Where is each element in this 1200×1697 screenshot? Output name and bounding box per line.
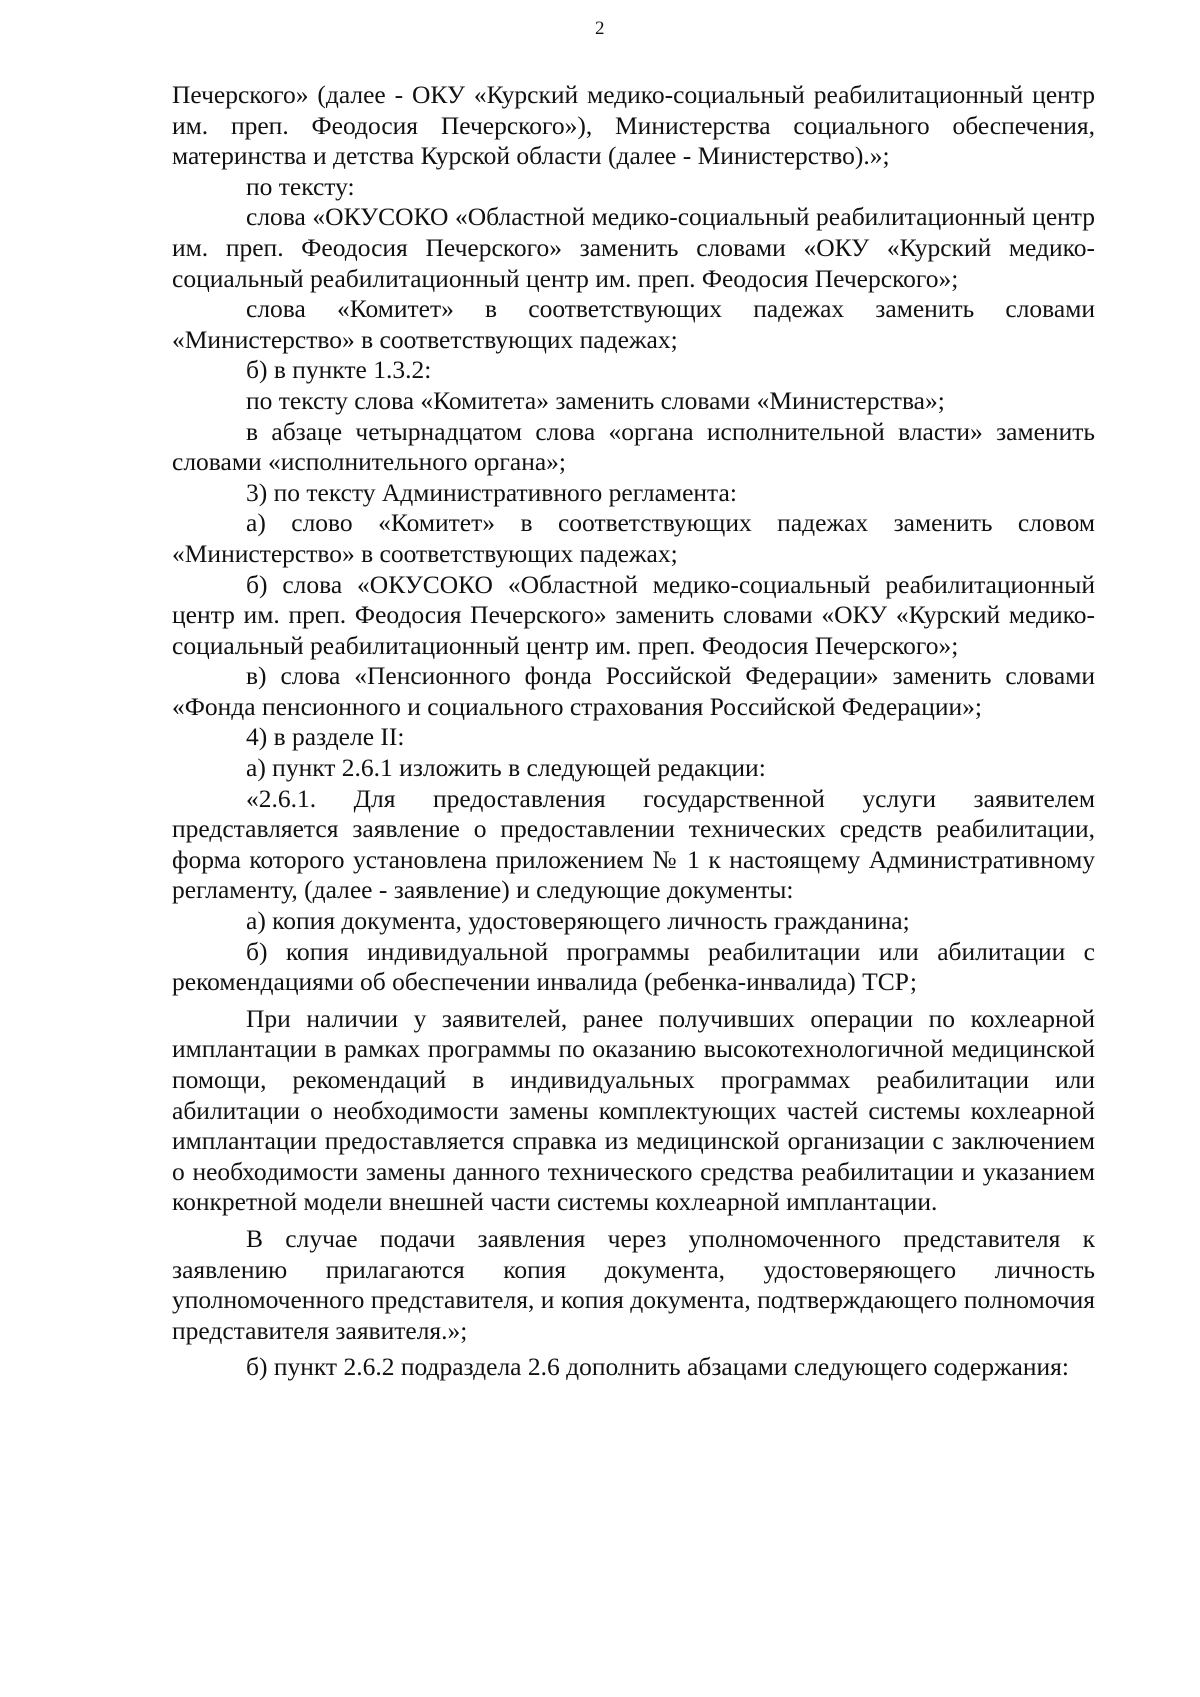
paragraph-slova-komitet: слова «Комитет» в соответствующих падежах заменить словами «Министерство» в соответствующих падежах;: [172, 294, 1095, 354]
paragraph-item-3b: б) слова «ОКУСОКО «Областной медико-социальный реабилитационный центр им. преп. Феодосия Печерского» заменить словами «ОКУ «Курский медико-социальный реабилитационный центр им. преп. Феодосия Печерского»;: [172, 569, 1095, 660]
paragraph-punkt-2-6-2: б) пункт 2.6.2 подраздела 2.6 дополнить абзацами следующего содержания:: [246, 1352, 1069, 1382]
paragraph-po-tekstu: по тексту:: [246, 171, 355, 201]
paragraph-item-3a: а) слово «Комитет» в соответствующих падежах заменить словом «Министерство» в соответствующих падежах;: [172, 508, 1095, 568]
paragraph-2-6-1: «2.6.1. Для предоставления государственной услуги заявителем представляется заявление о предоставлении технических средств реабилитации, форма которого установлена приложением № 1 к настоящему Административному регламенту, (далее - заявление) и следующие документы:: [172, 783, 1095, 905]
paragraph-doc-a: а) копия документа, удостоверяющего личность гражданина;: [246, 906, 910, 936]
paragraph-continuation: Печерского» (далее - ОКУ «Курский медико-социальный реабилитационный центр им. преп. Феодосия Печерского»), Министерства социального обеспечения, материнства и детства Курской области (далее - Министерство).»;: [172, 80, 1095, 171]
document-body: [172, 80, 1095, 1383]
paragraph-item-3: 3) по тексту Административного регламента:: [246, 477, 737, 507]
paragraph-slova-okusoko: слова «ОКУСОКО «Областной медико-социальный реабилитационный центр им. преп. Феодосия Печерского» заменить словами «ОКУ «Курский медико-социальный реабилитационный центр им. преп. Феодосия Печерского»;: [172, 202, 1095, 293]
paragraph-doc-b: б) копия индивидуальной программы реабилитации или абилитации с рекомендациями об обеспечении инвалида (ребенка-инвалида) ТСР;: [172, 936, 1095, 997]
paragraph-item-4: 4) в разделе II:: [246, 722, 405, 752]
paragraph-representative: В случае подачи заявления через уполномоченного представителя к заявлению прилагаются копия документа, удостоверяющего личность уполномоченного представителя, и копия документа, подтверждающего полномочия представителя заявителя.»;: [172, 1223, 1095, 1345]
paragraph-item-3v: в) слова «Пенсионного фонда Российской Федерации» заменить словами «Фонда пенсионного и социального страхования Российской Федерации»;: [172, 661, 1095, 721]
paragraph-abzac-14: в абзаце четырнадцатом слова «органа исполнительной власти» заменить словами «исполнительного органа»;: [172, 416, 1095, 477]
paragraph-komiteta: по тексту слова «Комитета» заменить словами «Министерства»;: [246, 385, 945, 415]
paragraph-punkt-1-3-2: б) в пункте 1.3.2:: [246, 355, 432, 385]
page-number: 2: [595, 18, 605, 39]
paragraph-item-4a: а) пункт 2.6.1 изложить в следующей редакции:: [246, 753, 766, 783]
paragraph-cochlear: При наличии у заявителей, ранее получивших операции по кохлеарной имплантации в рамках программы по оказанию высокотехнологичной медицинской помощи, рекомендаций в индивидуальных программах реабилитации или абилитации о необходимости замены комплектующих частей системы кохлеарной имплантации предоставляется справка из медицинской организации с заключением о необходимости замены данного технического средства реабилитации и указанием конкретной модели внешней части системы кохлеарной имплантации.: [172, 1003, 1095, 1217]
